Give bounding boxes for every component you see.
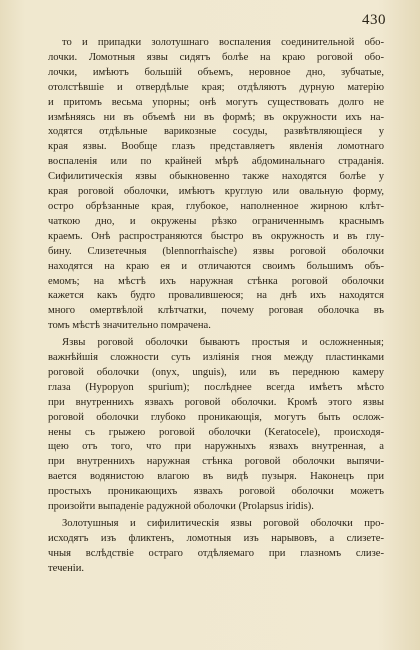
text-line: при внутреннихъ язвахъ роговой оболочки. Кромѣ этого язвы [48, 396, 384, 408]
text-line: роговой оболочки (onyx, unguis), или въ переднюю камеру [48, 366, 384, 378]
text-line: роговой оболочки глубоко проникающiя, могутъ быть ослож- [48, 411, 384, 423]
text-line: емомъ; на мѣстѣ ихъ наружная стѣнка роговой оболочки [48, 275, 384, 287]
text-line: воспаленiя или по крайней мѣрѣ абдоминальнаго страданiя. [48, 156, 384, 168]
text-line: щею отъ того, что при наружныхъ язвахъ внутренная, а [48, 441, 384, 453]
text-line: края язвы. Вообще глазъ представляетъ явленiя ломотнаго [48, 141, 384, 153]
text-line: Язвы роговой оболочки бываютъ простыя и осложненныя; [62, 337, 384, 349]
text-line: глаза (Hypopyon spurium); послѣднее всегда имѣетъ мѣсто [48, 381, 384, 393]
text-line: нены съ грыжею роговой оболочки (Keratocele), происходя- [48, 426, 384, 438]
text-line: Золотушныя и сифилитическiя язвы роговой оболочки про- [62, 518, 384, 529]
text-line: простыхъ проникающихъ язвахъ роговой оболочки можетъ [48, 486, 384, 498]
text-line: измѣняясь ни въ объемѣ ни въ формѣ; въ окружности ихъ на- [48, 111, 384, 123]
text-line: лочки. Ломотныя язвы сидятъ болѣе на краю роговой обо- [48, 51, 384, 63]
text-line: при внутреннихъ наружная стѣнка роговой оболочки выпячи- [48, 456, 384, 468]
text-line: лочки, имѣютъ большiй объемъ, неровное дно, зубчатые, [48, 66, 384, 78]
text-line: ходятся отдѣльные варикозные сосуды, развѣтвляющiеся у [48, 126, 384, 138]
text-line: чаткою дно, и окружены рѣзко ограниченнымъ краснымъ [48, 215, 384, 227]
text-line: исходятъ изъ фликтенъ, ломотныя изъ нарывовъ, а слизете- [48, 532, 384, 544]
text-line: Сифилитическiя язвы обыкновенно также находятся болѣе у [48, 171, 384, 183]
text-line: кажется какъ будто провалившеюся; на днѣ ихъ находятся [48, 290, 384, 302]
body-text [48, 34, 384, 577]
text-line: теченiи. [48, 562, 85, 574]
text-line: много омертвѣлой клѣтчатки, почему роговая оболочка въ [48, 305, 384, 317]
text-line: и притомъ весьма упорны; онѣ могутъ существовать долго не [48, 96, 384, 108]
page-number: 430 [362, 12, 386, 28]
text-line: бину. Слизетечныя (blennorrhaische) язвы роговой оболочки [48, 245, 384, 257]
text-line: краемъ. Онѣ распространяются быстро въ окружность и въ глу- [48, 230, 384, 242]
text-line: томъ мѣстѣ значительно помрачена. [48, 320, 211, 332]
text-line: важнѣйшiя сложности суть изліянiя гноя между пластинками [48, 352, 384, 364]
text-line: находятся на краю ея и отличаются своимъ большимъ объ- [48, 260, 384, 272]
paragraph [48, 517, 384, 577]
paragraph [48, 336, 384, 515]
text-line: вается водянистою влагою въ видѣ пузыря. Наконецъ при [48, 471, 384, 483]
text-line: остро обрѣзанные края, глубокое, наполненное жирною клѣт- [48, 200, 384, 212]
text-line: края роговой оболочки, имѣютъ круглую или овальную форму, [48, 186, 384, 198]
paragraph [48, 36, 384, 334]
text-line: отолстѣвшiе и отвердѣлые края; отдѣляютъ дурную матерiю [48, 81, 384, 93]
text-line: то и припадки золотушнаго воспаления соединительной обо- [62, 37, 384, 48]
text-line: чныя вслѣдствiе остраго отдѣляемаго при глазномъ слизе- [48, 547, 384, 559]
text-line: произойти выпаденiе радужной оболочки (Prolapsus iridis). [48, 501, 314, 513]
